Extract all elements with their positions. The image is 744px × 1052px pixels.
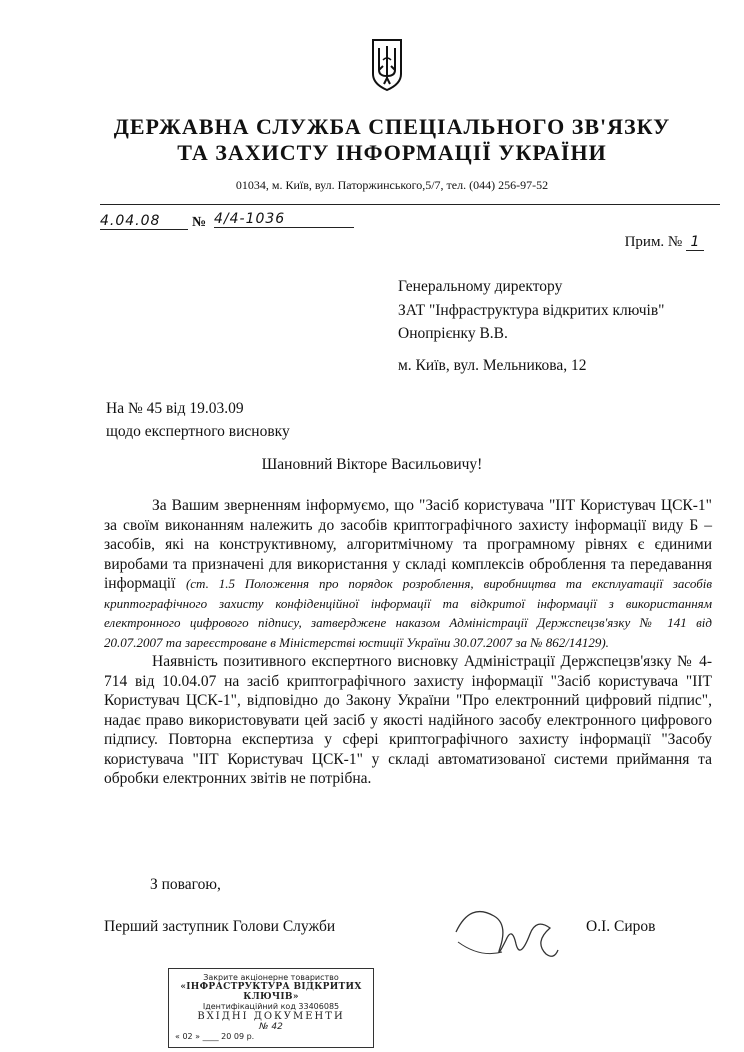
stamp-line3: Ідентифікаційний код 33406085	[202, 1002, 340, 1011]
signer-name: О.І. Сиров	[586, 918, 656, 935]
recipient-line3: Онопрієнку В.В.	[398, 325, 508, 342]
recipient-line1: Генеральному директору	[398, 278, 563, 295]
body-paragraph-1-text: За Вашим зверненням інформуємо, що "Засіб користувача "ІІТ Користувач ЦСК-1" за своїм виконанням належить до засобів криптографічного захисту інформації виду Б – засобів, які на конструктивному, алгоритмічному та програмному рівнях є єдиними виробами та призначені для використання у складі комплексів оброблення та передавання інформації	[104, 497, 712, 592]
org-name-line2: ТА ЗАХИСТУ ІНФОРМАЦІЇ УКРАЇНИ	[177, 140, 607, 165]
copy-number-label: Прим. №	[624, 234, 683, 250]
stamp-line5: № 42	[259, 1022, 283, 1032]
reference-block	[106, 397, 290, 443]
reference-line1: На № 45 від 19.03.09	[106, 400, 244, 417]
stamp-line2: «ІНФРАСТРУКТУРА ВІДКРИТИХ КЛЮЧІВ»	[180, 982, 362, 1002]
header-divider	[100, 204, 720, 205]
registration-date: 4.04.08	[100, 213, 188, 230]
stamp-line1: Закрите акціонерне товариство	[203, 973, 339, 982]
trident-emblem-icon	[370, 38, 404, 92]
greeting: Шановний Вікторе Васильовичу!	[261, 456, 483, 473]
org-address: 01034, м. Київ, вул. Паторжинського,5/7, тел. (044) 256-97-52	[235, 178, 549, 192]
body-paragraph-1-citation: (ст. 1.5 Положення про порядок розроблення, виробництва та експлуатації засобів криптографічного захисту конфіденційної інформації та відкритої інформації з використанням електронного цифрового підпису, затверджене наказом Адміністрації Держспецзв'язку № 141 від 20.07.2007 та зареєстроване в Міністерстві юстиції України 30.07.2007 за № 862/14129).	[104, 576, 713, 650]
recipient-address: м. Київ, вул. Мельникова, 12	[398, 357, 587, 374]
recipient-block	[398, 275, 664, 346]
org-name-line1: ДЕРЖАВНА СЛУЖБА СПЕЦІАЛЬНОГО ЗВ'ЯЗКУ	[113, 114, 671, 139]
recipient-line2: ЗАТ "Інфраструктура відкритих ключів"	[398, 301, 665, 319]
reference-line2: щодо експертного висновку	[106, 423, 290, 440]
body-paragraph-2: Наявність позитивного експертного висновку Адміністрації Держспецзв'язку № 4-714 від 10.04.07 на засіб криптографічного захисту інформації "Засіб користувача "ІІТ Користувач ЦСК-1", відповідно до Закону України "Про електронний цифровий підпис", надає право використовувати цей засіб у якості надійного засобу електронного цифрового підпису. Повторна експертиза у сфері криптографічного захисту інформації "Засобу користувача "ІІТ Користувач ЦСК-1" у складі автоматизованої системи приймання та обробки електронних звітів не потрібна.	[104, 653, 712, 787]
signer-title: Перший заступник Голови Служби	[104, 918, 336, 935]
incoming-stamp	[168, 968, 374, 1048]
copy-number-value: 1	[686, 234, 704, 251]
registration-number: 4/4-1036	[214, 211, 354, 228]
letter-body	[104, 496, 712, 789]
signature-scribble	[450, 898, 560, 968]
stamp-line6: « 02 » ____ 20 09 р.	[175, 1032, 255, 1041]
stamp-line4: ВХІДНІ ДОКУМЕНТИ	[197, 1011, 345, 1022]
closing-regards: З повагою,	[150, 876, 221, 893]
copy-number	[625, 234, 704, 251]
registration-number-label: №	[192, 215, 207, 230]
body-paragraph-1	[104, 496, 712, 652]
